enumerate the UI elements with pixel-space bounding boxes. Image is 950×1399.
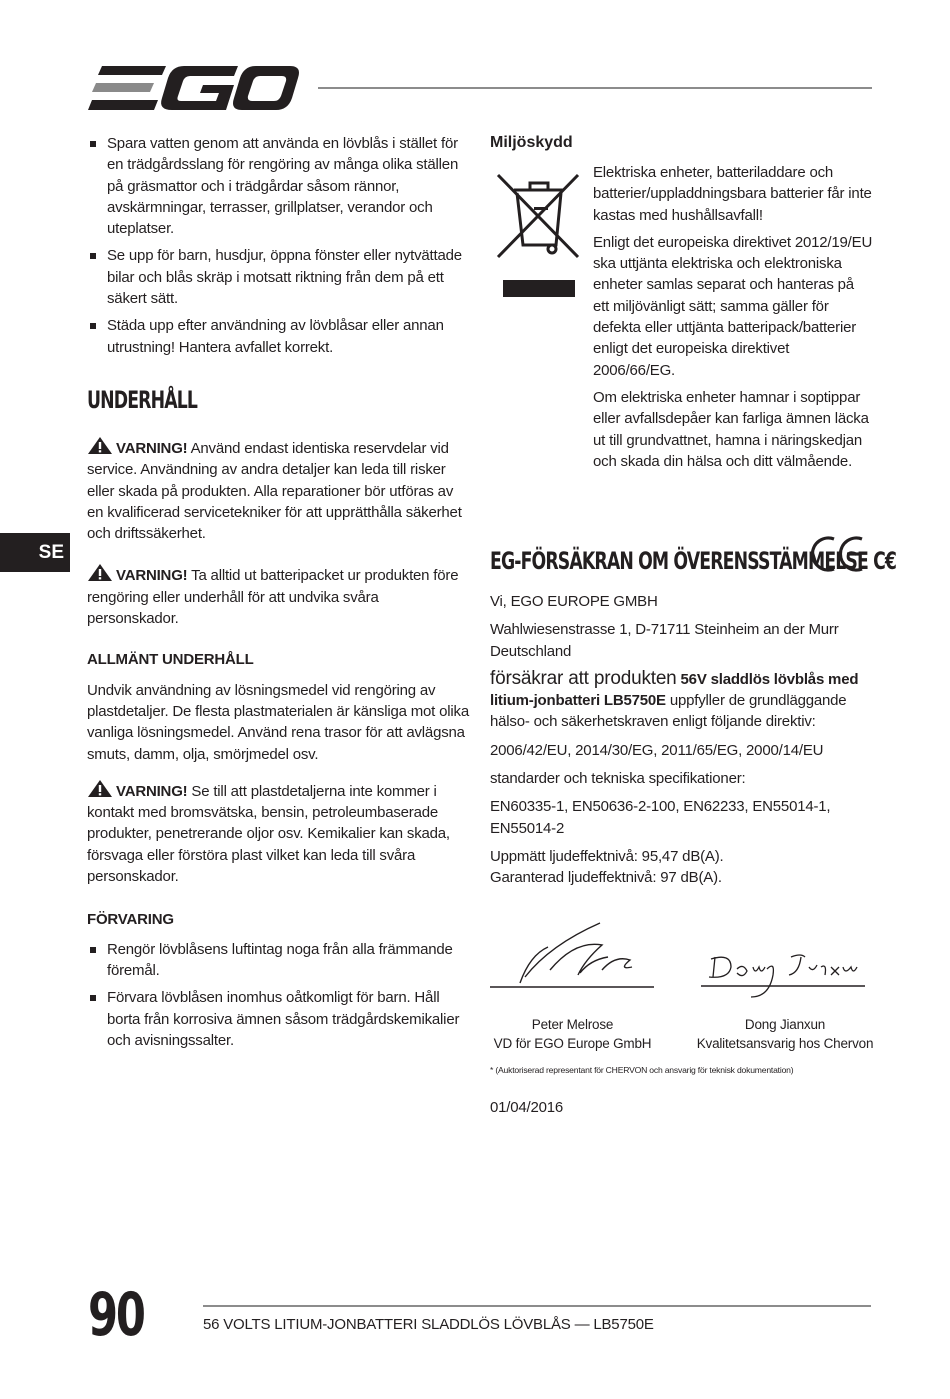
crossed-bin-icon (494, 165, 584, 301)
warning-text: Se till att plastdetaljerna inte kommer i kontakt med bromsvätska, bensin, petroleumbaserade produkter, penetrerande oljor osv. Kemikalier kan skada, försvaga eller förstöra plast vilket kan leda till svåra personskador. (87, 782, 450, 886)
declaration-rest: uppfyller de grundläggande hälso- och säkerhetskraven enligt följande direktiv: (490, 692, 847, 731)
weee-icon (494, 165, 584, 301)
declaration-lead: försäkrar att produkten (490, 667, 677, 689)
warning-paragraph (87, 436, 470, 544)
signatory (696, 1015, 874, 1053)
general-maintenance-text: Undvik användning av lösningsmedel vid rengöring av plastdetaljer. De flesta plastmaterialen är känsliga mot olika vanliga lösningsmedel. Använd rena trasor för att avlägsna smuts, damm, olja, smörjmedel osv. (87, 681, 469, 763)
warning-paragraph (87, 563, 470, 629)
declaration-body (490, 591, 874, 889)
signatory-name: Peter Melrose (531, 1017, 614, 1032)
footer-rule (203, 1305, 871, 1307)
list-item: Rengör lövblåsens luftintag noga från alla främmande föremål. (87, 939, 470, 982)
ce-mark-icon (810, 534, 868, 574)
environment-paragraph: Elektriska enheter, batteriladdare och batterier/uppladdningsbara batterier får inte kastas med hushållsavfall! (593, 164, 872, 224)
signatory-name: Dong Jianxun (744, 1017, 826, 1032)
standards: EN60335-1, EN50636-2-100, EN62233, EN55014-1, EN55014-2 (490, 798, 831, 837)
general-maintenance-title: ALLMÄNT UNDERHÅLL (87, 651, 254, 669)
warning-text: Använd endast identiska reservdelar vid service. Användning av andra detaljer kan leda till risker eller skada på produkten. Alla reparationer bör utföras av en kvalificerad servicetekniker för att upprätthålla säkerhet och driftssäkerhet. (87, 439, 462, 543)
declaration-statement (490, 668, 874, 733)
left-column (87, 133, 470, 1057)
warning-label: VARNING! (116, 782, 188, 800)
footnote: * (Auktoriserad representant för CHERVON och ansvarig för teknisk dokumentation) (490, 1065, 794, 1075)
list-item: Städa upp efter användning av lövblåsar eller annan utrustning! Hantera avfallet korrekt. (87, 315, 470, 358)
signature-graphic (490, 915, 655, 990)
company-address: Wahlwiesenstrasse 1, D-71711 Steinheim an der Murr Deutschland (490, 621, 839, 660)
product-name: 56V sladdlös lövblås med litium-jonbatteri LB5750E (490, 670, 859, 710)
signature-melrose (490, 915, 655, 990)
signatory (490, 1015, 655, 1053)
ego-logo (88, 64, 300, 112)
environment-title: Miljöskydd (490, 134, 573, 151)
warning-label: VARNING! (116, 567, 188, 585)
signature-graphic (701, 945, 866, 1003)
section-title: UNDERHÅLL (87, 385, 198, 414)
directives: 2006/42/EU, 2014/30/EG, 2011/65/EG, 2000/14/EU (490, 741, 824, 759)
list-item: Se upp för barn, husdjur, öppna fönster eller nytvättade bilar och blås skräp i motsatt riktning från dem på ett säkert sätt. (87, 245, 470, 309)
warning-icon (87, 436, 113, 455)
intro-bullets (87, 133, 470, 358)
environment-paragraph: Om elektriska enheter hamnar i soptippar eller avfallsdepåer kan farliga ämnen läcka ut till grundvattnet, hamna i näringskedjan och skada din hälsa och ditt välmående. (593, 388, 869, 470)
list-item: Förvara lövblåsen inomhus oåtkomligt för barn. Håll borta från korrosiva ämnen såsom trädgårdskemikalier och avisningssalter. (87, 987, 470, 1051)
environment-text (593, 162, 873, 472)
company-name: Vi, EGO EUROPE GMBH (490, 593, 658, 610)
environment-paragraph: Enligt det europeiska direktivet 2012/19/EU ska uttjänta elektriska och elektroniska enheter samlas separat och hanteras på ett miljövänligt sätt; samma gäller för defekta eller uttjänta batteripack/batterier enligt det europeiska direktivet 2006/66/EG. (593, 233, 873, 379)
signature-dong (701, 945, 866, 1003)
warning-icon (87, 563, 113, 582)
declaration-date: 01/04/2016 (490, 1099, 564, 1116)
measured-sound-level: Uppmätt ljudeffektnivå: 95,47 dB(A). (490, 847, 724, 865)
header-rule (318, 87, 872, 89)
signatory-role: VD för EGO Europe GmbH (493, 1036, 652, 1051)
ce-mark (810, 534, 868, 574)
storage-bullets (87, 939, 470, 1051)
language-tab (0, 533, 70, 572)
signatory-role: Kvalitetsansvarig hos Chervon (696, 1036, 874, 1051)
ego-logo-graphic (88, 64, 300, 112)
warning-label: VARNING! (116, 439, 188, 457)
guaranteed-sound-level: Garanterad ljudeffektnivå: 97 dB(A). (490, 869, 722, 887)
standards-label: standarder och tekniska specifikationer: (490, 770, 746, 788)
language-tab-label: SE (38, 542, 64, 563)
page-number: 90 (88, 1280, 144, 1350)
warning-paragraph (87, 779, 470, 887)
list-item: Spara vatten genom att använda en lövblås i stället för en trädgårdsslang för rengöring av många olika ställen på gräsmattor och i trädgårdar såsom rännor, avskärmningar, terrasser, grillplatser, verandor och uteplatser. (87, 133, 470, 239)
warning-icon (87, 779, 113, 798)
declaration-title: EG-FÖRSÄKRAN OM ÖVERENSSTÄMMELSE C€ (490, 547, 897, 575)
footer-title: 56 VOLTS LITIUM-JONBATTERI SLADDLÖS LÖVBLÅS — LB5750E (203, 1316, 654, 1333)
storage-title: FÖRVARING (87, 911, 174, 929)
warning-text: Ta alltid ut batteripacket ur produkten före rengöring eller underhåll för att undvika svåra personskador. (87, 567, 459, 628)
